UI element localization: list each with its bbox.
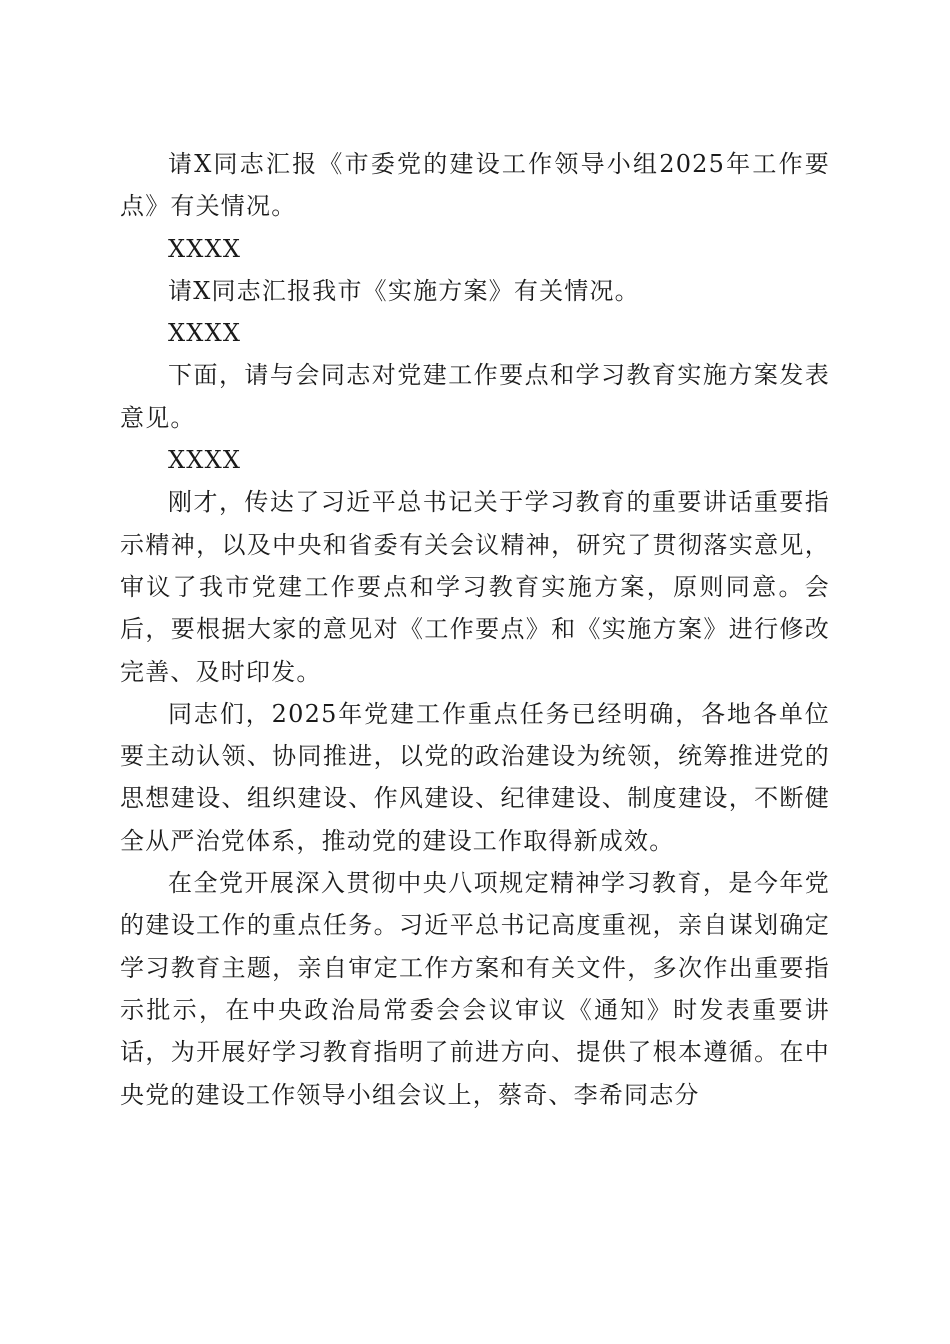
paragraph-placeholder: XXXX xyxy=(168,234,242,263)
paragraph-placeholder: XXXX xyxy=(168,446,242,475)
paragraph-placeholder: XXXX xyxy=(168,319,242,348)
paragraph-report-work-points: 请X同志汇报《市委党的建设工作领导小组2025年工作要点》有关情况。 xyxy=(120,150,830,221)
paragraph-study-education: 在全党开展深入贯彻中央八项规定精神学习教育，是今年党的建设工作的重点任务。习近平总书记高度重视，亲自谋划确定学习教育主题，亲自审定工作方案和有关文件，多次作出重要指示批示，在中央政治局常委会会议审议《通知》时发表重要讲话，为开展好学习教育指明了前进方向、提供了根本遵循。在中央党的建设工作领导小组会议上，蔡奇、李希同志分 xyxy=(120,869,830,1109)
document-body xyxy=(120,143,830,1116)
paragraph-key-tasks: 同志们，2025年党建工作重点任务已经明确，各地各单位要主动认领、协同推进，以党的政治建设为统领，统筹推进党的思想建设、组织建设、作风建设、纪律建设、制度建设，不断健全从严治党体系，推动党的建设工作取得新成效。 xyxy=(120,699,830,855)
paragraph-invite-comments: 下面，请与会同志对党建工作要点和学习教育实施方案发表意见。 xyxy=(120,361,830,432)
paragraph-summary-approval: 刚才，传达了习近平总书记关于学习教育的重要讲话重要指示精神，以及中央和省委有关会议精神，研究了贯彻落实意见，审议了我市党建工作要点和学习教育实施方案，原则同意。会后，要根据大家的意见对《工作要点》和《实施方案》进行修改完善、及时印发。 xyxy=(120,488,830,686)
paragraph-report-implementation-plan: 请X同志汇报我市《实施方案》有关情况。 xyxy=(168,276,640,305)
